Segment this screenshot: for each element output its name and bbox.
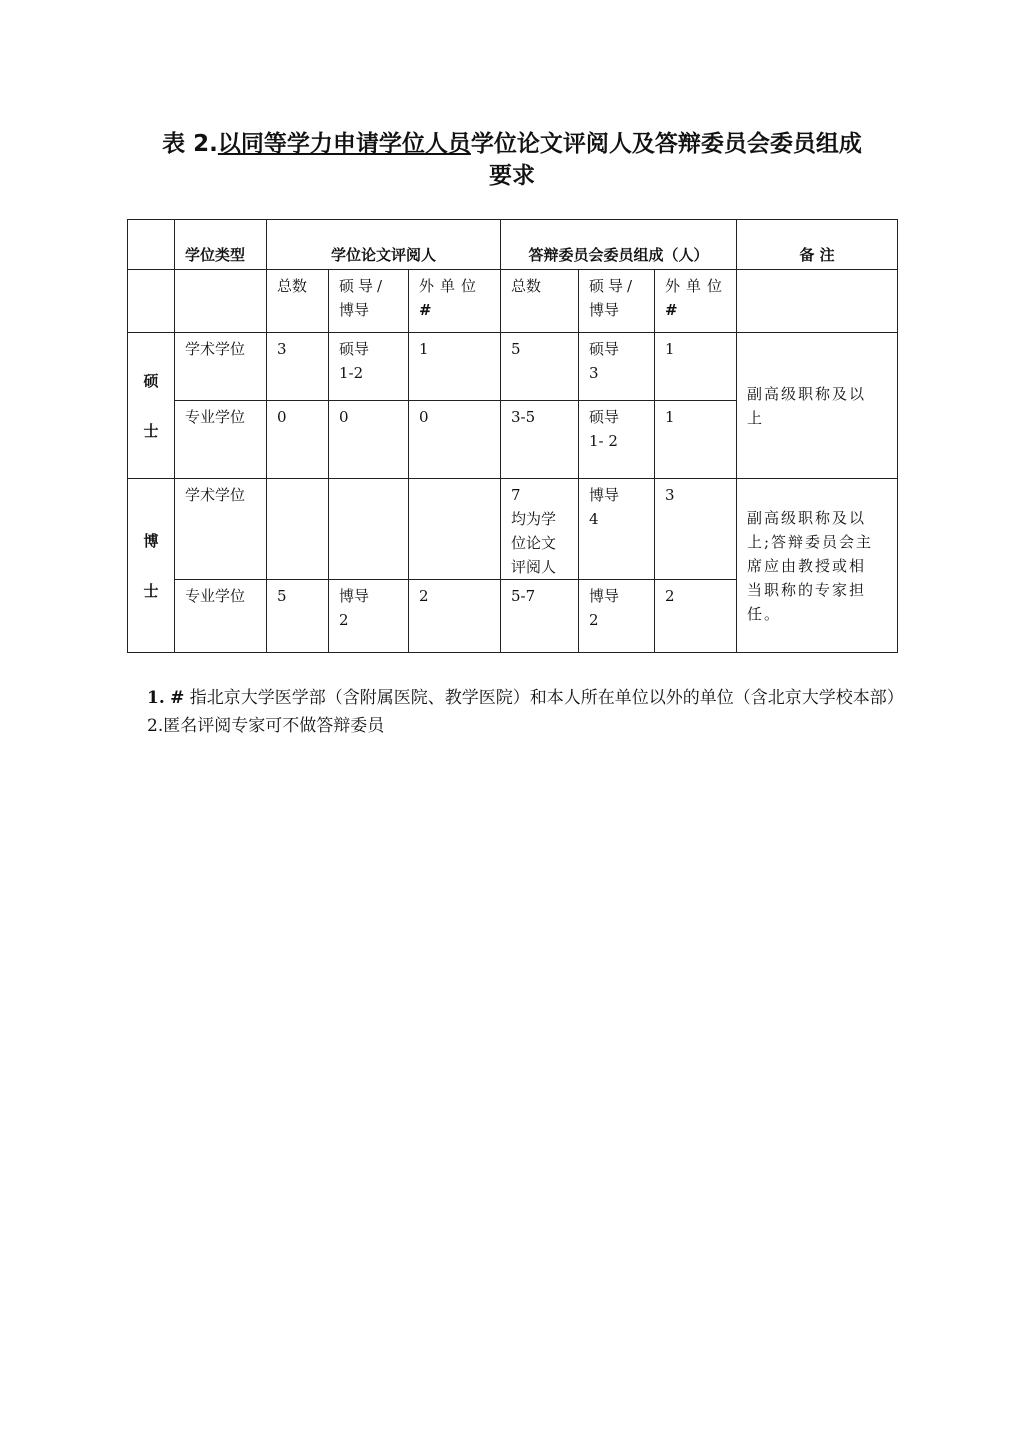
title-line-2: 要求	[489, 163, 535, 189]
footnote-2: 2.匿名评阅专家可不做答辩委员	[147, 716, 385, 736]
sub-com-external: 外单位 #	[655, 270, 737, 333]
title-line-1	[120, 128, 904, 160]
footnote-1: 1. # 指北京大学医学部（含附属医院、教学医院）和本人所在单位以外的单位（含北京大学校本部）	[147, 688, 904, 708]
subheader-row	[128, 270, 898, 333]
header-remarks: 备 注	[737, 220, 898, 270]
master-remark: 副高级职称及以 上	[737, 333, 898, 479]
header-degree-type: 学位类型	[175, 220, 267, 270]
sub-rev-total: 总数	[267, 270, 329, 333]
page-title	[120, 128, 904, 192]
sub-rev-supervisor: 硕导/ 博导	[329, 270, 409, 333]
header-row	[128, 220, 898, 270]
table-row: 博 士 学术学位 7 均为学 位论文 评阅人 博导 4 3 副高级职称及以 上;答辩委员会主 席应由教授或相 当职称的专家担 任。	[128, 479, 898, 580]
footnotes	[147, 684, 917, 740]
title-rest: 学位论文评阅人及答辩委员会委员组成	[470, 131, 862, 157]
header-committee: 答辩委员会委员组成（人）	[501, 220, 737, 270]
table-row: 硕 士 学术学位 3 硕导 1-2 1 5 硕导 3 1 副高级职称及以 上	[128, 333, 898, 401]
title-prefix: 表 2.	[162, 131, 218, 157]
title-underlined: 以同等学力申请学位人员	[217, 131, 471, 157]
sub-com-total: 总数	[501, 270, 579, 333]
table-row: 专业学位 0 0 0 3-5 硕导 1- 2 1	[128, 401, 898, 479]
doctor-remark: 副高级职称及以 上;答辩委员会主 席应由教授或相 当职称的专家担 任。	[737, 479, 898, 653]
header-blank-cell	[128, 220, 175, 270]
sub-rev-external: 外单位 #	[409, 270, 501, 333]
requirements-table	[127, 219, 898, 653]
header-reviewers: 学位论文评阅人	[267, 220, 501, 270]
table-row: 专业学位 5 博导 2 2 5-7 博导 2 2	[128, 580, 898, 653]
master-label: 硕 士	[128, 333, 175, 479]
doctor-label: 博 士	[128, 479, 175, 653]
sub-com-supervisor: 硕导/ 博导	[579, 270, 655, 333]
